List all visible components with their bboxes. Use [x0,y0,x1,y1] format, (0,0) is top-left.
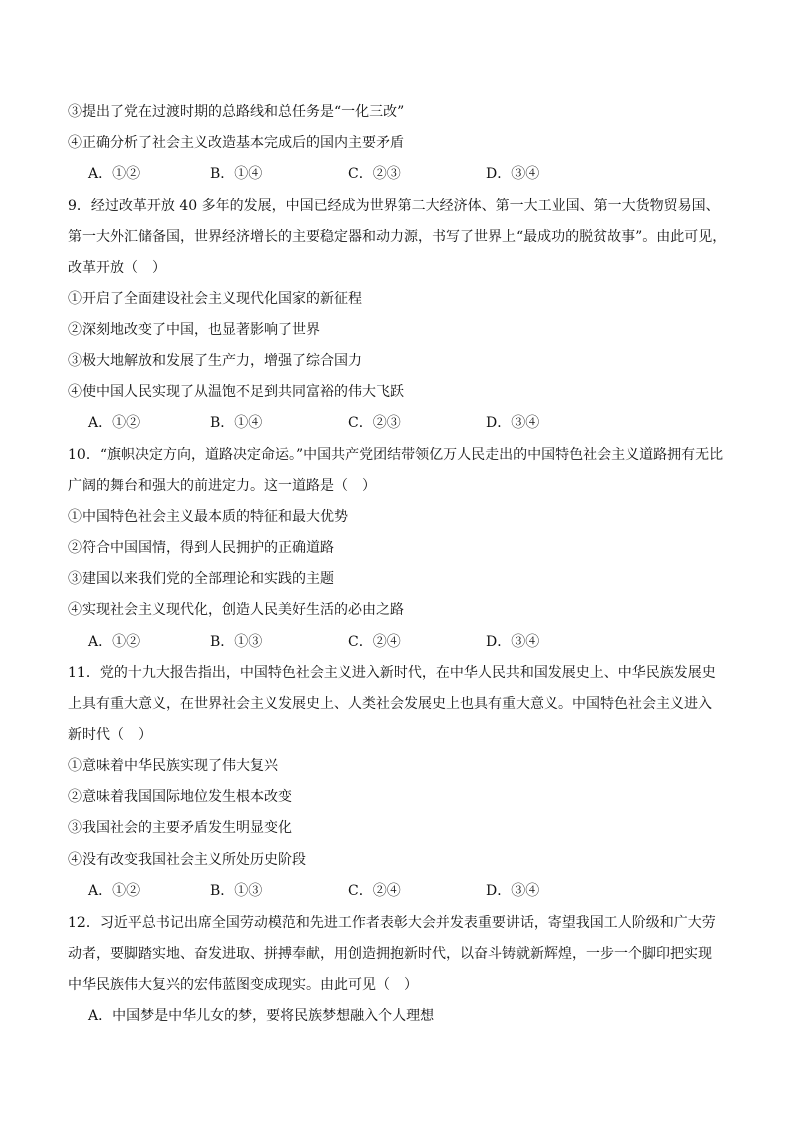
q9-choice-b[interactable]: B．①④ [210,415,263,431]
q9-option-2: ②深刻地改变了中国，也显著影响了世界 [68,322,320,338]
q11-stem-line3: 新时代（ ） [68,727,152,743]
q11-choice-d[interactable]: D．③④ [486,883,540,899]
q12-stem-line1: 12．习近平总书记出席全国劳动模范和先进工作者表彰大会并发表重要讲话，寄望我国工人阶级和广大劳 [68,915,716,931]
q8-choice-b[interactable]: B．①④ [210,166,263,182]
q11-choice-c[interactable]: C．②④ [348,883,401,899]
q11-choice-b[interactable]: B．①③ [210,883,263,899]
q9-option-4: ④使中国人民实现了从温饱不足到共同富裕的伟大飞跃 [68,384,404,400]
q10-option-4: ④实现社会主义现代化，创造人民美好生活的必由之路 [68,602,404,618]
q9-stem-line2: 第一大外汇储备国，世界经济增长的主要稳定器和动力源，书写了世界上“最成功的脱贫故事”。由此可见， [68,229,727,245]
q10-choice-b[interactable]: B．①③ [210,634,263,650]
q8-choice-a[interactable]: A．①② [88,166,141,182]
q11-stem-line2: 上具有重大意义，在世界社会主义发展史上、人类社会发展史上也具有重大意义。中国特色社会主义进入 [68,696,712,712]
q10-choice-c[interactable]: C．②④ [348,634,401,650]
q11-stem-line1: 11．党的十九大报告指出，中国特色社会主义进入新时代，在中华人民共和国发展史上、中华民族发展史 [68,665,716,681]
q9-choice-d[interactable]: D．③④ [486,415,540,431]
q10-stem-line2: 广阔的舞台和强大的前进定力。这一道路是（ ） [68,478,376,494]
q8-option-4: ④正确分析了社会主义改造基本完成后的国内主要矛盾 [68,135,404,151]
q9-stem-line3: 改革开放（ ） [68,260,166,276]
q9-choice-c[interactable]: C．②③ [348,415,401,431]
q11-option-3: ③我国社会的主要矛盾发生明显变化 [68,820,292,836]
q11-option-4: ④没有改变我国社会主义所处历史阶段 [68,852,306,868]
q11-option-1: ①意味着中华民族实现了伟大复兴 [68,758,278,774]
q10-stem-line1: 10．“旗帜决定方向，道路决定命运。”中国共产党团结带领亿万人民走出的中国特色社会主义道路拥有无比 [68,447,724,463]
q8-option-3: ③提出了党在过渡时期的总路线和总任务是“一化三改” [68,104,405,120]
q9-stem-line1: 9．经过改革开放 40 多年的发展，中国已经成为世界第二大经济体、第一大工业国、第一大货物贸易国、 [68,198,720,214]
q9-option-1: ①开启了全面建设社会主义现代化国家的新征程 [68,291,362,307]
q10-choice-d[interactable]: D．③④ [486,634,540,650]
q11-choice-a[interactable]: A．①② [88,883,141,899]
q10-choice-a[interactable]: A．①② [88,634,141,650]
q9-option-3: ③极大地解放和发展了生产力，增强了综合国力 [68,353,362,369]
q8-choice-d[interactable]: D．③④ [486,166,540,182]
q12-stem-line2: 动者，要脚踏实地、奋发进取、拼搏奉献，用创造拥抱新时代，以奋斗铸就新辉煌，一步一个脚印把实现 [68,946,712,962]
q11-option-2: ②意味着我国国际地位发生根本改变 [68,789,292,805]
q10-option-3: ③建国以来我们党的全部理论和实践的主题 [68,571,334,587]
q10-option-2: ②符合中国国情，得到人民拥护的正确道路 [68,540,334,556]
q10-option-1: ①中国特色社会主义最本质的特征和最大优势 [68,509,348,525]
q12-stem-line3: 中华民族伟大复兴的宏伟蓝图变成现实。由此可见（ ） [68,977,418,993]
q12-option-a[interactable]: A．中国梦是中华儿女的梦，要将民族梦想融入个人理想 [88,1008,435,1024]
q9-choice-a[interactable]: A．①② [88,415,141,431]
q8-choice-c[interactable]: C．②③ [348,166,401,182]
